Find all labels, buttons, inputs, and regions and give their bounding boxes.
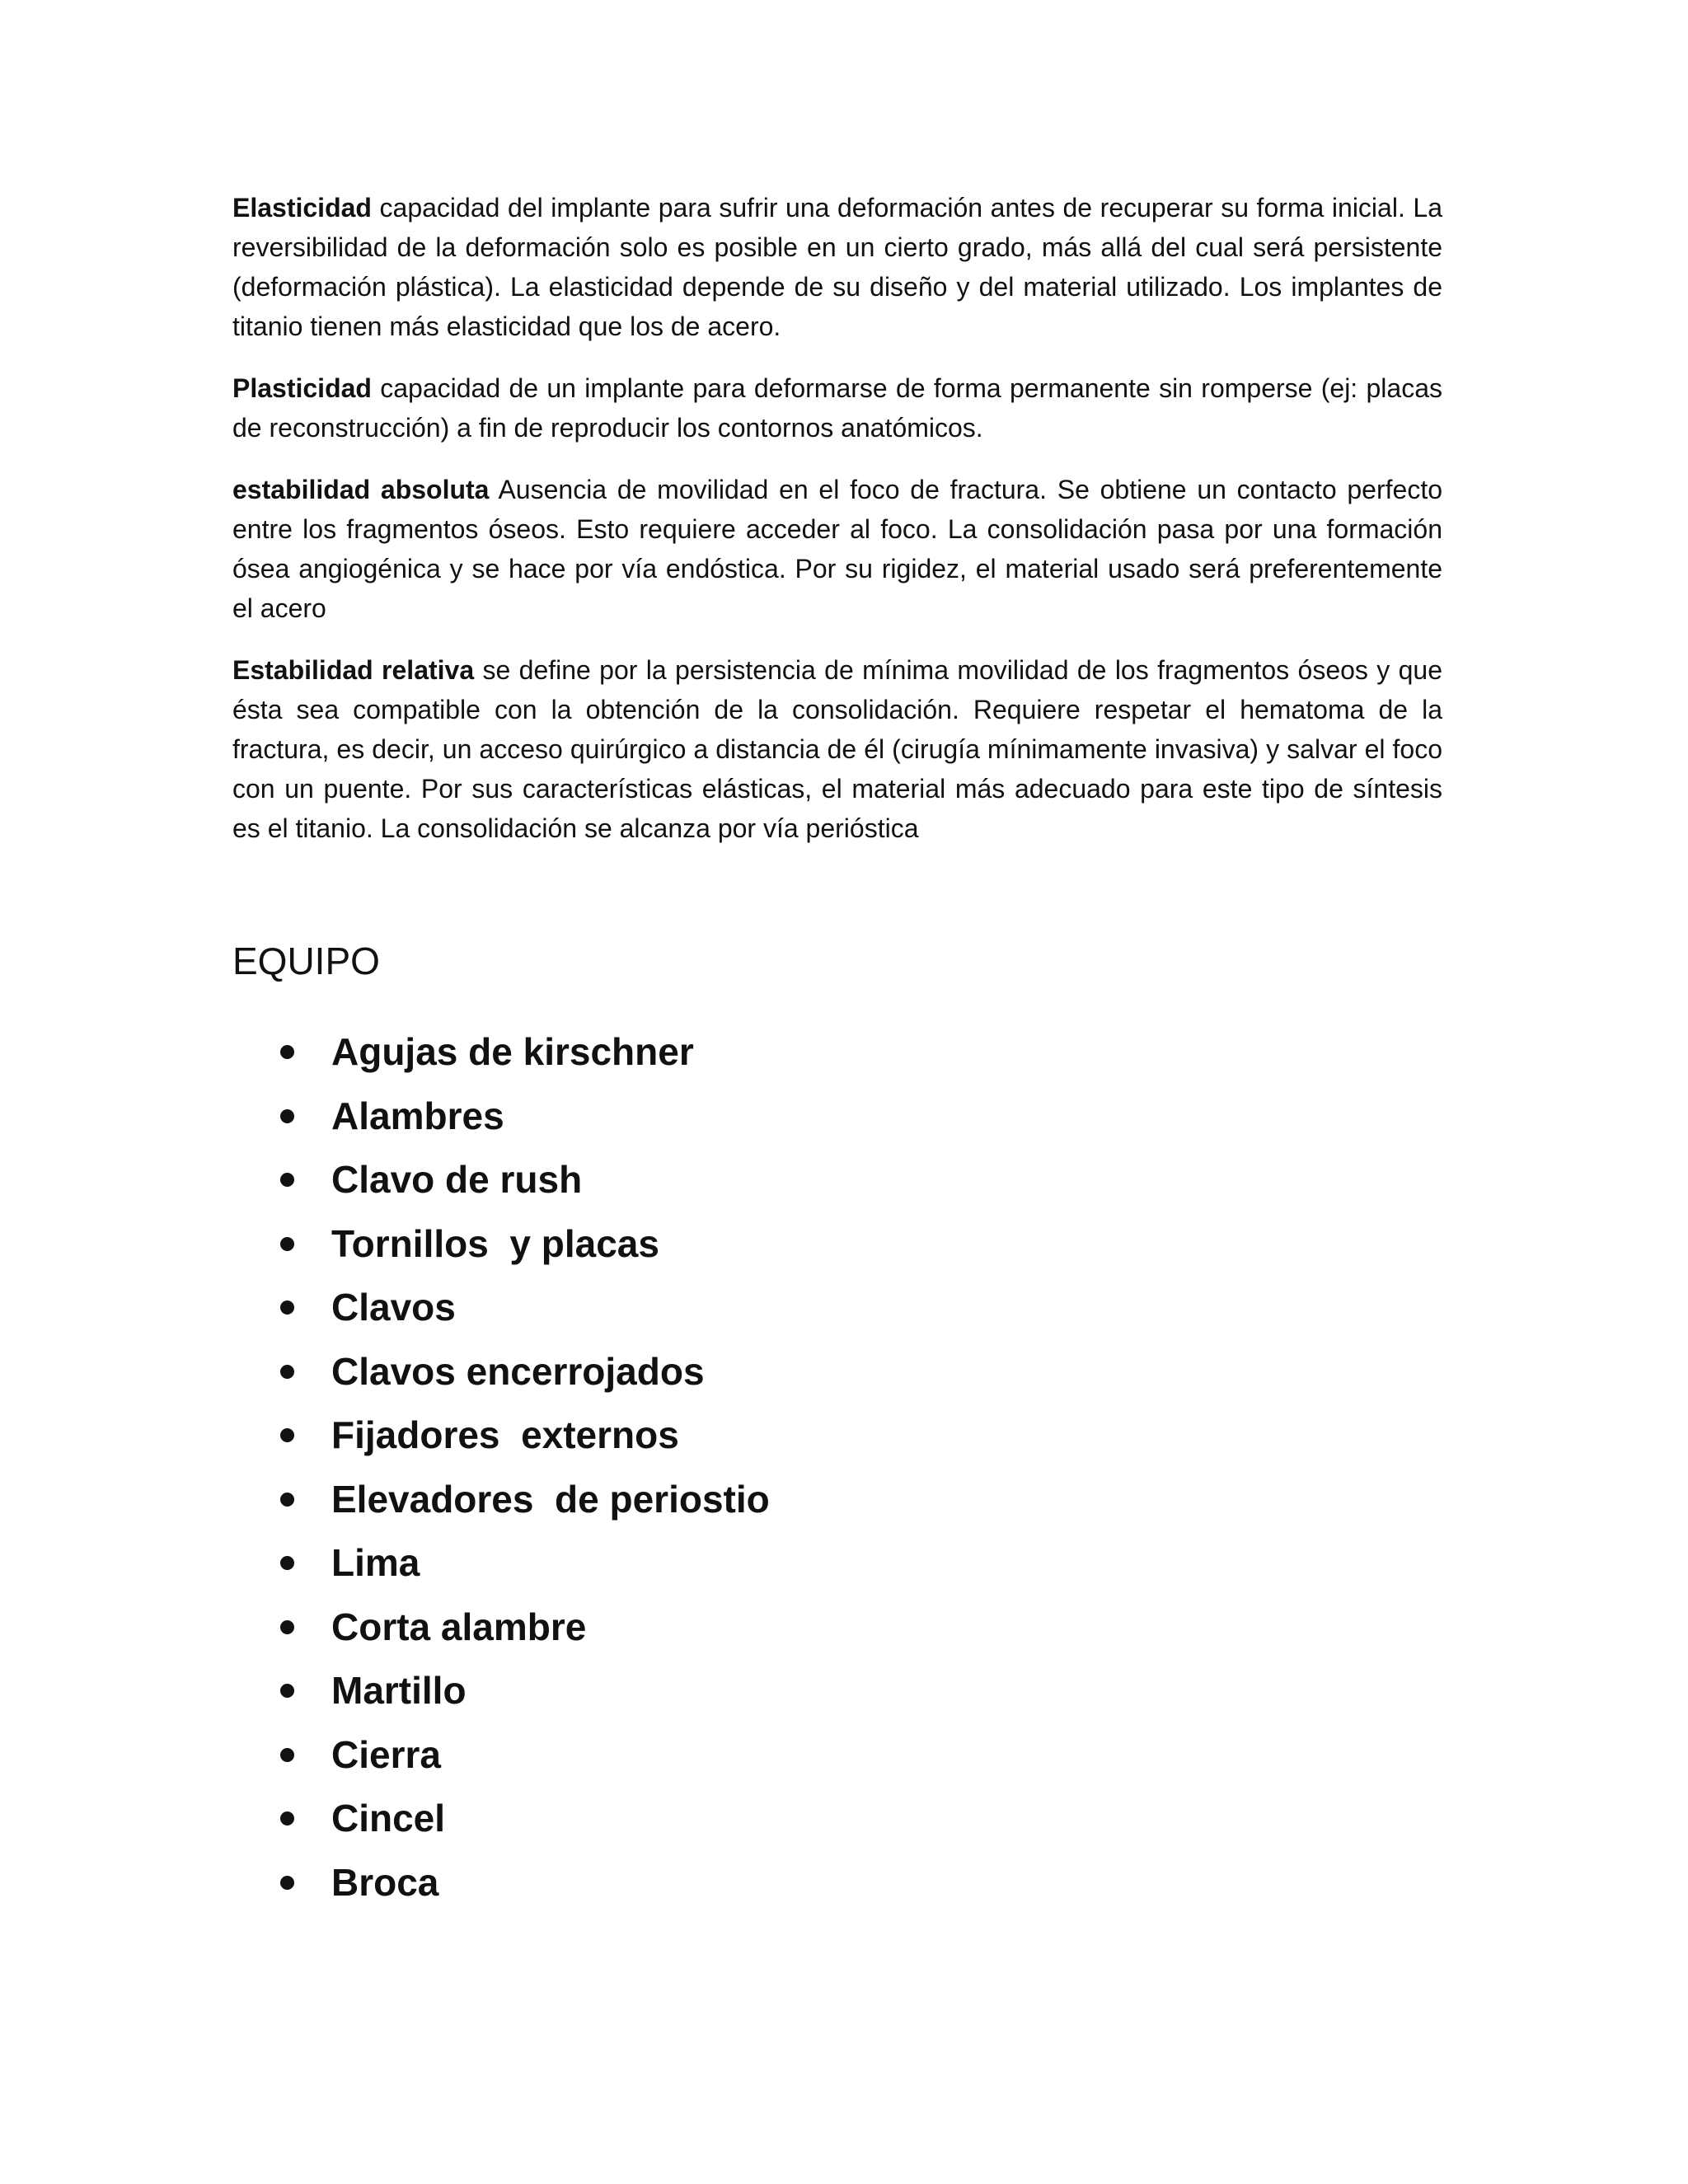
list-item-label: Lima bbox=[331, 1541, 420, 1584]
bullet-icon bbox=[280, 1237, 294, 1251]
list-item bbox=[280, 1020, 770, 1085]
paragraph-elasticidad bbox=[232, 188, 1442, 346]
list-item bbox=[280, 1468, 770, 1532]
list-item bbox=[280, 1276, 770, 1340]
equipo-list bbox=[280, 1020, 770, 1915]
list-item-label: Cincel bbox=[331, 1797, 446, 1840]
list-item-label: Clavos bbox=[331, 1286, 456, 1329]
list-item-label: Corta alambre bbox=[331, 1605, 587, 1648]
list-item-label: Clavo de rush bbox=[331, 1158, 583, 1201]
list-item bbox=[280, 1531, 770, 1596]
bullet-icon bbox=[280, 1301, 294, 1315]
term-plasticidad: Plasticidad bbox=[232, 373, 372, 403]
bullet-icon bbox=[280, 1109, 294, 1123]
bullet-icon bbox=[280, 1428, 294, 1442]
paragraph-estabilidad-absoluta bbox=[232, 470, 1442, 628]
list-item bbox=[280, 1723, 770, 1788]
list-item-label: Martillo bbox=[331, 1669, 467, 1712]
list-item bbox=[280, 1787, 770, 1851]
list-item bbox=[280, 1085, 770, 1149]
definitions-section bbox=[232, 188, 1442, 870]
definition-plasticidad: capacidad de un implante para deformarse de forma permanente sin romperse (ej: placas de reconstrucción) a fin de reproducir los contornos anatómicos. bbox=[232, 373, 1442, 443]
bullet-icon bbox=[280, 1365, 294, 1379]
bullet-icon bbox=[280, 1173, 294, 1187]
list-item-label: Agujas de kirschner bbox=[331, 1030, 694, 1073]
list-item-label: Fijadores externos bbox=[331, 1413, 679, 1456]
list-item bbox=[280, 1596, 770, 1660]
term-estabilidad-absoluta: estabilidad absoluta bbox=[232, 475, 490, 504]
equipo-heading: EQUIPO bbox=[232, 940, 380, 982]
definition-estabilidad-relativa: se define por la persistencia de mínima movilidad de los fragmentos óseos y que ésta sea compatible con la obtención de la consolidación. Requiere respetar el hematoma de la fractura, es decir, un acceso quirúrgico a distancia de él (cirugía mínimamente invasiva) y salvar el foco con un puente. Por sus características elásticas, el material más adecuado para este tipo de síntesis es el titanio. La consolidación se alcanza por vía perióstica bbox=[232, 655, 1443, 843]
list-item-label: Clavos encerrojados bbox=[331, 1349, 705, 1393]
bullet-icon bbox=[280, 1748, 294, 1762]
list-item-label: Alambres bbox=[331, 1094, 504, 1137]
list-item-label: Cierra bbox=[331, 1732, 441, 1776]
list-item bbox=[280, 1851, 770, 1915]
bullet-icon bbox=[280, 1684, 294, 1698]
definition-elasticidad: capacidad del implante para sufrir una deformación antes de recuperar su forma inicial. La reversibilidad de la deformación solo es posible en un cierto grado, más allá del cual será persistente (deformación plástica). La elasticidad depende de su diseño y del material utilizado. Los implantes de titanio tienen más elasticidad que los de acero. bbox=[232, 193, 1442, 341]
bullet-icon bbox=[280, 1556, 294, 1570]
bullet-icon bbox=[280, 1811, 294, 1825]
term-elasticidad: Elasticidad bbox=[232, 193, 372, 223]
list-item bbox=[280, 1404, 770, 1468]
paragraph-plasticidad bbox=[232, 368, 1442, 448]
bullet-icon bbox=[280, 1493, 294, 1507]
list-item bbox=[280, 1659, 770, 1723]
term-estabilidad-relativa: Estabilidad relativa bbox=[232, 655, 475, 685]
bullet-icon bbox=[280, 1045, 294, 1059]
list-item-label: Broca bbox=[331, 1860, 439, 1904]
bullet-icon bbox=[280, 1876, 294, 1890]
list-item-label: Elevadores de periostio bbox=[331, 1477, 770, 1521]
list-item bbox=[280, 1212, 770, 1277]
list-item bbox=[280, 1148, 770, 1212]
paragraph-estabilidad-relativa bbox=[232, 650, 1442, 848]
list-item bbox=[280, 1340, 770, 1404]
bullet-icon bbox=[280, 1620, 294, 1634]
list-item-label: Tornillos y placas bbox=[331, 1221, 659, 1265]
definition-estabilidad-absoluta: Ausencia de movilidad en el foco de fractura. Se obtiene un contacto perfecto entre los fragmentos óseos. Esto requiere acceder al foco. La consolidación pasa por una formación ósea angiogénica y se hace por vía endóstica. Por su rigidez, el material usado será preferentemente el acero bbox=[232, 475, 1443, 623]
